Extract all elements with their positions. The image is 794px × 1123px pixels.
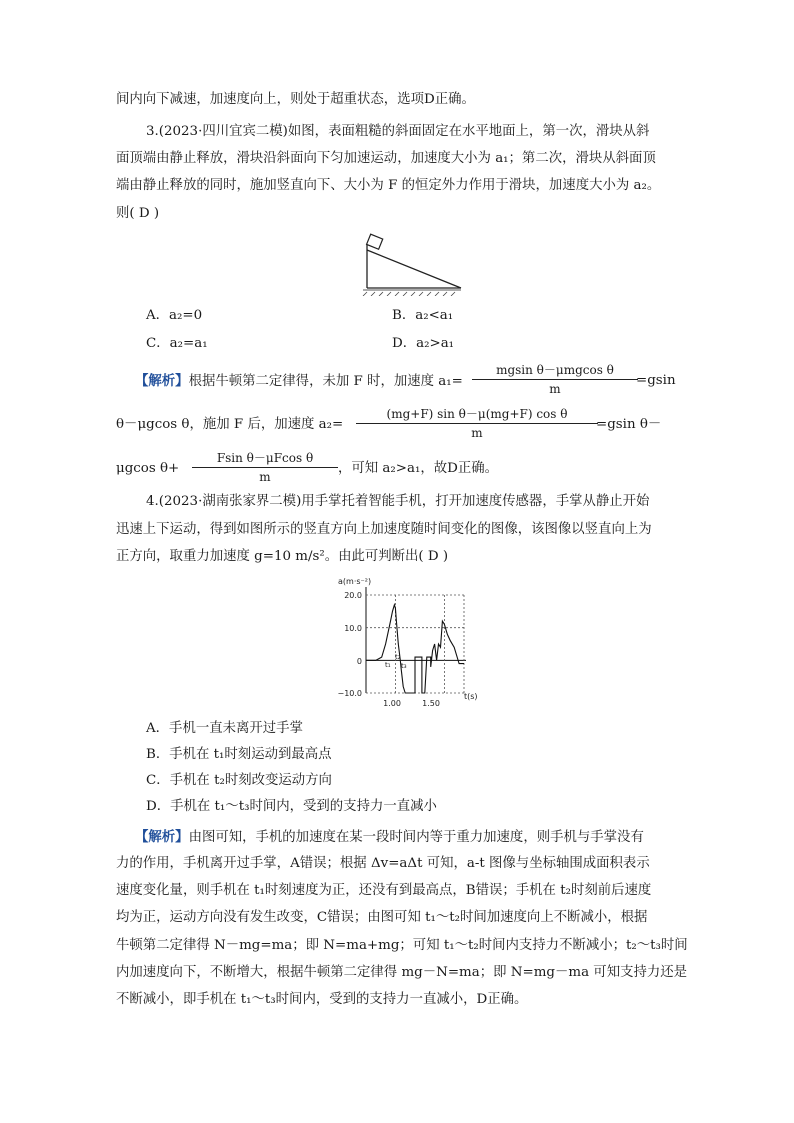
y-tick-label: −10.0 [337,689,362,698]
fraction-denominator: m [259,470,271,484]
q3-option-a: A．a₂=0 [146,308,203,323]
fraction-bar [192,467,338,468]
fraction-denominator: m [549,382,561,396]
q3-option-b: B．a₂<a₁ [392,308,454,323]
q3-option-c: C．a₂=a₁ [146,336,208,351]
fraction-numerator: mgsin θ－μmgcos θ [496,363,614,377]
fraction-denominator: m [471,426,483,440]
q4-solution-line-6: 内加速度向下，不断增大，根据牛顿第二定律得 mg－N=ma；即 N=mg－ma 可知支持力还是 [116,965,688,980]
q3-solution-line-1 [135,371,463,392]
q3-solution-text: 根据牛顿第二定律得，未加 F 时，加速度 a₁= [188,374,463,389]
q4-option-c: C．手机在 t₂时刻改变运动方向 [146,773,332,788]
y-tick-label: 10.0 [344,624,362,633]
q4-option-d: D．手机在 t₁～t₃时间内，受到的支持力一直减小 [146,799,437,814]
y-tick-label: 0 [356,657,362,666]
x-tick-label: 1.00 [383,699,401,708]
q3-solution-tail: =gsin [636,373,676,388]
y-axis-label: a(m·s⁻²) [338,577,372,586]
q4-solution-line-4: 均为正，运动方向没有发生改变，C错误；由图可知 t₁～t₂时间加速度向上不断减小，根据 [116,910,648,925]
t1-label: t₁ [385,661,391,669]
x-axis-label: t(s) [464,692,478,701]
fraction-numerator: (mg+F) sin θ－μ(mg+F) cos θ [386,407,568,421]
fraction-bar [472,379,638,380]
q4-option-a: A．手机一直未离开过手掌 [146,721,303,736]
analysis-tag: 【解析】 [135,373,189,389]
q4-solution-line-3: 速度变化量，则手机在 t₁时刻速度为正，还没有到最高点，B错误；手机在 t₂时刻前后速度 [116,883,652,898]
q3-line-2: 面顶端由静止释放，滑块沿斜面向下匀加速运动，加速度大小为 a₁；第二次，滑块从斜面顶 [116,151,656,166]
q4-line-3: 正方向，取重力加速度 g=10 m/s²。由此可判断出( D ) [116,549,449,564]
q3-solution-line-3: μgcos θ+ [116,461,180,476]
y-tick-label: 20.0 [344,591,362,600]
q3-solution-line-2: θ－μgcos θ，施加 F 后，加速度 a₂= [116,417,344,432]
q4-solution-text: 由图可知，手机的加速度在某一段时间内等于重力加速度，则手机与手掌没有 [188,830,644,845]
q4-solution-line-1 [135,827,644,848]
q3-line-3: 端由静止释放的同时，施加竖直向下、大小为 F 的恒定外力作用于滑块，加速度大小为 a₂。 [116,178,661,193]
q3-solution-tail: ，可知 a₂>a₁，故D正确。 [338,461,499,476]
incline-figure [355,232,465,296]
t3-label: t₃ [401,662,407,670]
fraction-bar [356,423,598,424]
q3-option-d: D．a₂>a₁ [392,336,455,351]
q4-solution-line-5: 牛顿第二定律得 N－mg=ma；即 N=ma+mg；可知 t₁～t₂时间内支持力不断减小；t₂～t₃时间 [116,938,688,953]
q3-line-1: 3.(2023·四川宜宾二模)如图，表面粗糙的斜面固定在水平地面上，第一次，滑块从斜 [146,124,650,139]
q4-solution-line-7: 不断减小，即手机在 t₁～t₃时间内，受到的支持力一直减小，D正确。 [116,992,528,1007]
text-line: 间内向下减速，加速度向上，则处于超重状态，选项D正确。 [116,92,475,107]
x-tick-label: 1.50 [422,699,440,708]
q4-solution-line-2: 力的作用，手机离开过手掌，A错误；根据 Δv=aΔt 可知，a-t 图像与坐标轴围成面积表示 [116,856,650,871]
q3-solution-tail: =gsin θ－ [596,417,662,432]
q4-line-2: 迅速上下运动，得到如图所示的竖直方向上加速度随时间变化的图像，该图像以竖直向上为 [116,522,652,537]
fraction-numerator: Fsin θ－μFcos θ [216,451,314,465]
q4-line-1: 4.(2023·湖南张家界二模)用手掌托着智能手机，打开加速度传感器，手掌从静止开始 [146,494,650,509]
acceleration-time-chart [330,574,490,710]
analysis-tag: 【解析】 [135,829,189,845]
q4-option-b: B．手机在 t₁时刻运动到最高点 [146,747,332,762]
a-t-curve [366,605,464,693]
t2-label: t₂ [395,653,401,661]
slider-block [367,234,383,249]
q3-line-4: 则( D ) [116,206,160,221]
